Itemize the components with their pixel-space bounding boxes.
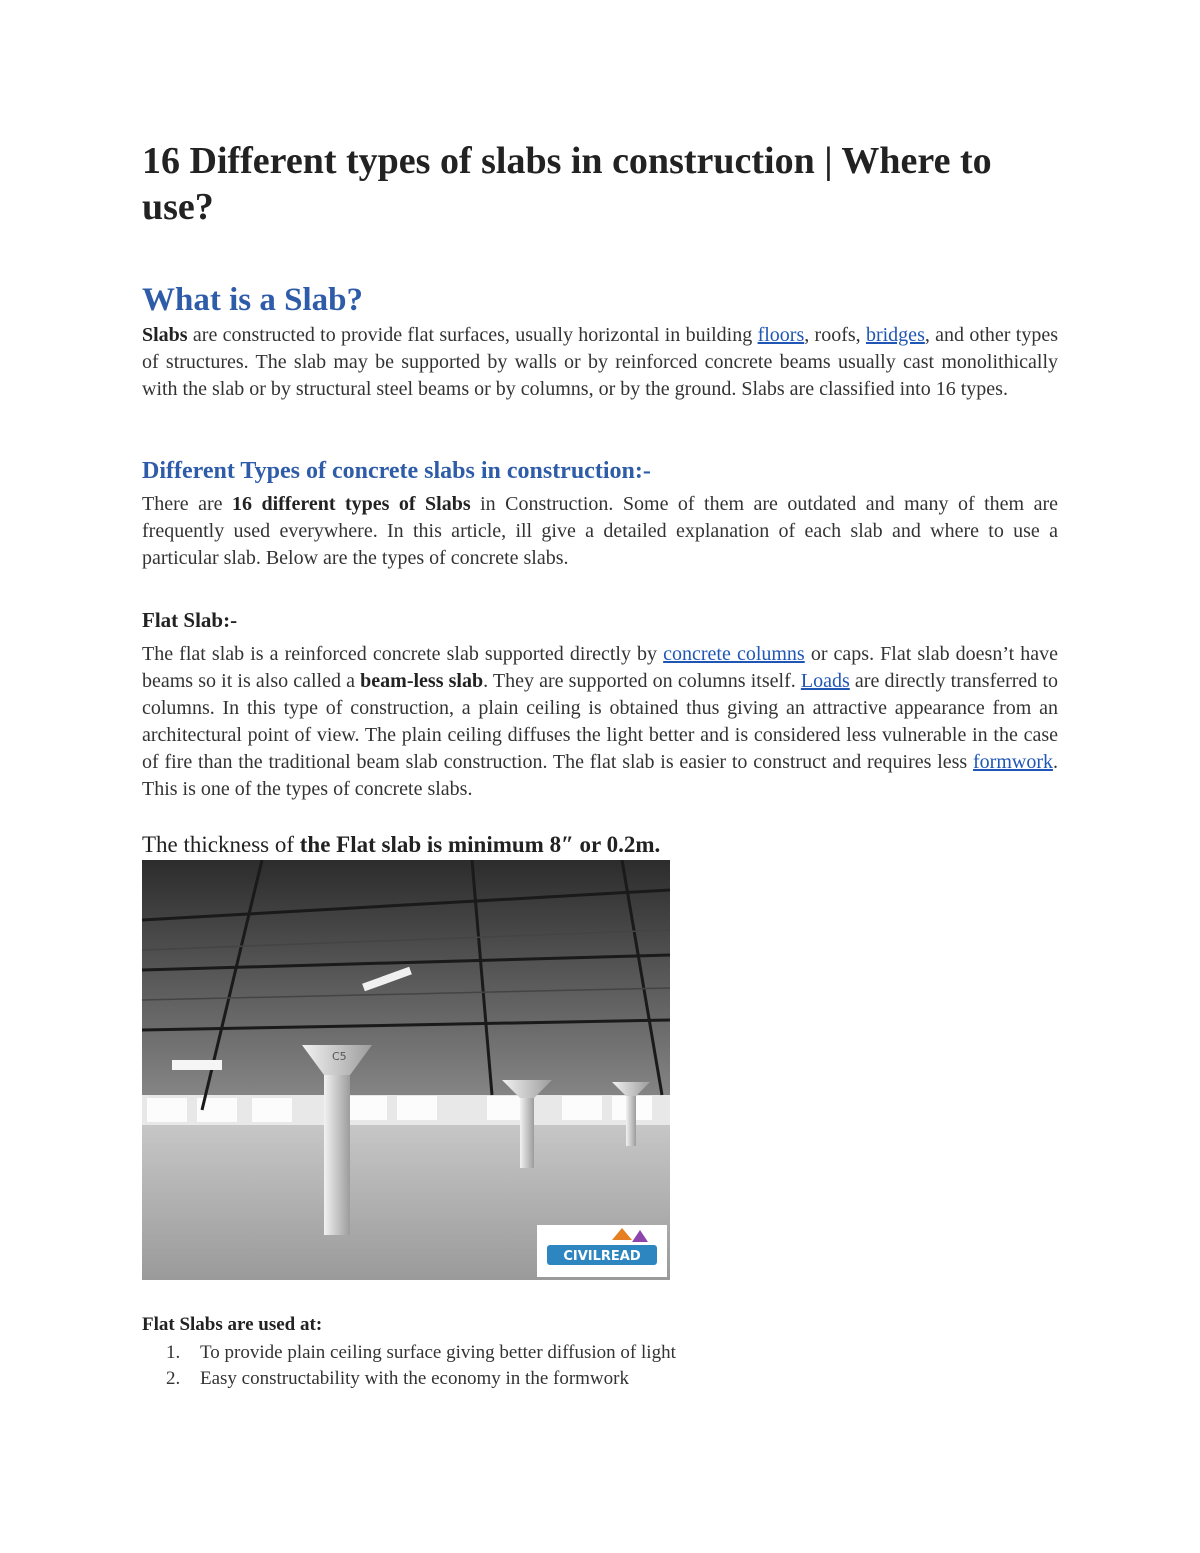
list-item [142, 1366, 676, 1392]
paragraph-slab-definition [142, 322, 1058, 403]
bold-text: 16 different types of Slabs [231, 493, 471, 515]
uses-heading: Flat Slabs are used at: [142, 1314, 323, 1335]
list-text: Easy constructability with the economy in the formwork [200, 1368, 629, 1389]
bold-text: Slabs [142, 324, 188, 346]
page-title: 16 Different types of slabs in construction | Where to use? [142, 140, 992, 228]
list-item [142, 1340, 676, 1366]
bold-text: the Flat slab is minimum 8″ or 0.2m. [299, 832, 661, 857]
list-number: 1. [166, 1342, 181, 1363]
link-loads[interactable]: Loads [800, 670, 850, 692]
text-run: . They are supported on columns itself. [483, 670, 801, 692]
text-run: The flat slab is a reinforced concrete slab supported directly by [142, 643, 664, 665]
photo-column-label: C5 [332, 1050, 347, 1063]
logo-text: CIVILREAD [563, 1249, 641, 1264]
list-number: 2. [166, 1368, 181, 1389]
text-run: The thickness of [142, 832, 300, 857]
paragraph-types-intro [142, 491, 1058, 572]
paragraph-flat-slab [142, 641, 1058, 803]
section-heading-flat-slab: Flat Slab:- [142, 608, 238, 632]
flat-slab-photo-graphic [142, 860, 670, 1280]
link-formwork[interactable]: formwork [973, 751, 1053, 773]
section-heading-what-is-slab: What is a Slab? [142, 282, 363, 318]
section-heading-types: Different Types of concrete slabs in construction:- [142, 458, 651, 484]
text-run: or caps. Flat slab doesn’t have beams so it is also called a [142, 643, 1059, 692]
text-run: , roofs, [804, 324, 866, 346]
link-floors[interactable]: floors [757, 324, 805, 346]
text-run: are constructed to provide flat surfaces, usually horizontal in building [187, 324, 758, 346]
thickness-note [142, 830, 660, 860]
text-run: are directly transferred to columns. In this type of construction, a plain ceiling is obtained thus giving an attractive appearance from an architectural point of view. The plain ceiling diffuses the light better and is considered less vulnerable in the case of fire than the traditional beam slab construction. The flat slab is easier to construct and requires less [142, 670, 1058, 773]
link-bridges[interactable]: bridges [865, 324, 925, 346]
text-run: . This is one of the types of concrete slabs. [142, 751, 1058, 800]
flat-slab-photo [142, 860, 670, 1280]
link-concrete-columns[interactable]: concrete columns [663, 643, 805, 665]
uses-list [142, 1340, 676, 1392]
list-text: To provide plain ceiling surface giving better diffusion of light [200, 1342, 676, 1363]
text-run: in Construction. Some of them are outdated and many of them are frequently used everywhere. In this article, ill give a detailed explanation of each slab and where to use a particular slab. Below are the types of concrete slabs. [142, 493, 1058, 569]
bold-text: beam-less slab [360, 670, 484, 692]
text-run: There are [142, 493, 232, 515]
text-run: , and other types of structures. The slab may be supported by walls or by reinforced concrete beams usually cast monolithically with the slab or by structural steel beams or by columns, or by the ground. Slabs are classified into 16 types. [142, 324, 1058, 400]
